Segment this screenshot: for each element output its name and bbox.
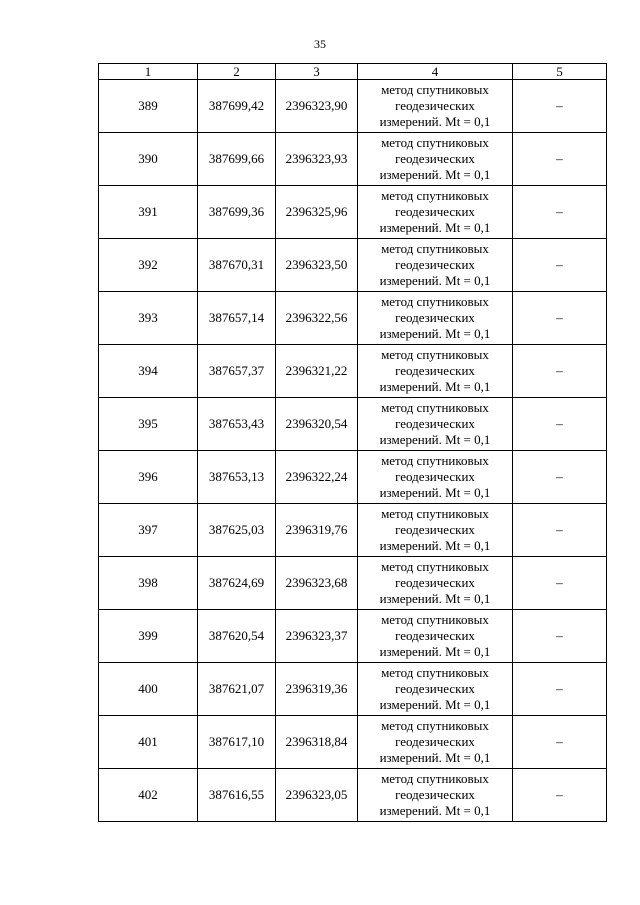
point-number-cell: 394 xyxy=(99,345,198,398)
method-cell xyxy=(358,769,513,822)
method-text-line: геодезических xyxy=(395,363,475,378)
point-number-cell: 398 xyxy=(99,557,198,610)
method-text-line: измерений. Mt = 0,1 xyxy=(379,644,491,659)
y-coordinate-cell: 2396322,56 xyxy=(276,292,358,345)
x-coordinate-cell: 387653,13 xyxy=(198,451,276,504)
method-text-line: метод спутниковых xyxy=(381,347,489,362)
method-cell xyxy=(358,716,513,769)
method-cell xyxy=(358,663,513,716)
column-header: 1 xyxy=(99,64,198,80)
note-cell: – xyxy=(513,451,607,504)
method-text-line: измерений. Mt = 0,1 xyxy=(379,273,491,288)
table-row xyxy=(99,239,607,292)
x-coordinate-cell: 387657,14 xyxy=(198,292,276,345)
method-text-line: геодезических xyxy=(395,522,475,537)
method-text-line: измерений. Mt = 0,1 xyxy=(379,591,491,606)
column-header: 5 xyxy=(513,64,607,80)
method-text-line: метод спутниковых xyxy=(381,82,489,97)
table-row xyxy=(99,451,607,504)
x-coordinate-cell: 387699,42 xyxy=(198,80,276,133)
note-cell: – xyxy=(513,292,607,345)
method-cell xyxy=(358,292,513,345)
y-coordinate-cell: 2396323,90 xyxy=(276,80,358,133)
point-number-cell: 399 xyxy=(99,610,198,663)
note-cell: – xyxy=(513,80,607,133)
point-number-cell: 402 xyxy=(99,769,198,822)
table-row xyxy=(99,557,607,610)
method-cell xyxy=(358,504,513,557)
page-number: 35 xyxy=(314,37,326,51)
method-text-line: метод спутниковых xyxy=(381,559,489,574)
method-text-line: геодезических xyxy=(395,151,475,166)
y-coordinate-cell: 2396321,22 xyxy=(276,345,358,398)
point-number-cell: 397 xyxy=(99,504,198,557)
table-header-row xyxy=(99,64,607,80)
point-number-cell: 389 xyxy=(99,80,198,133)
x-coordinate-cell: 387699,36 xyxy=(198,186,276,239)
method-text-line: измерений. Mt = 0,1 xyxy=(379,485,491,500)
note-cell: – xyxy=(513,186,607,239)
y-coordinate-cell: 2396319,76 xyxy=(276,504,358,557)
x-coordinate-cell: 387653,43 xyxy=(198,398,276,451)
x-coordinate-cell: 387620,54 xyxy=(198,610,276,663)
method-cell xyxy=(358,345,513,398)
method-cell xyxy=(358,133,513,186)
method-cell xyxy=(358,610,513,663)
table-row xyxy=(99,292,607,345)
method-text-line: измерений. Mt = 0,1 xyxy=(379,538,491,553)
x-coordinate-cell: 387616,55 xyxy=(198,769,276,822)
note-cell: – xyxy=(513,663,607,716)
x-coordinate-cell: 387699,66 xyxy=(198,133,276,186)
method-text-line: измерений. Mt = 0,1 xyxy=(379,220,491,235)
y-coordinate-cell: 2396318,84 xyxy=(276,716,358,769)
table-row xyxy=(99,610,607,663)
column-header: 3 xyxy=(276,64,358,80)
method-text-line: метод спутниковых xyxy=(381,612,489,627)
method-text-line: геодезических xyxy=(395,204,475,219)
method-text-line: геодезических xyxy=(395,787,475,802)
y-coordinate-cell: 2396323,37 xyxy=(276,610,358,663)
table-row xyxy=(99,769,607,822)
y-coordinate-cell: 2396322,24 xyxy=(276,451,358,504)
method-text-line: измерений. Mt = 0,1 xyxy=(379,167,491,182)
method-text-line: измерений. Mt = 0,1 xyxy=(379,803,491,818)
y-coordinate-cell: 2396320,54 xyxy=(276,398,358,451)
method-text-line: метод спутниковых xyxy=(381,294,489,309)
note-cell: – xyxy=(513,610,607,663)
method-text-line: геодезических xyxy=(395,257,475,272)
table-body xyxy=(99,64,607,822)
point-number-cell: 395 xyxy=(99,398,198,451)
method-cell xyxy=(358,557,513,610)
method-text-line: геодезических xyxy=(395,734,475,749)
point-number-cell: 401 xyxy=(99,716,198,769)
method-text-line: метод спутниковых xyxy=(381,718,489,733)
point-number-cell: 392 xyxy=(99,239,198,292)
note-cell: – xyxy=(513,769,607,822)
coordinates-table xyxy=(98,63,607,822)
point-number-cell: 390 xyxy=(99,133,198,186)
method-text-line: геодезических xyxy=(395,575,475,590)
point-number-cell: 391 xyxy=(99,186,198,239)
column-header: 4 xyxy=(358,64,513,80)
table-row xyxy=(99,504,607,557)
point-number-cell: 396 xyxy=(99,451,198,504)
method-cell xyxy=(358,239,513,292)
table-row xyxy=(99,133,607,186)
y-coordinate-cell: 2396325,96 xyxy=(276,186,358,239)
x-coordinate-cell: 387624,69 xyxy=(198,557,276,610)
method-text-line: измерений. Mt = 0,1 xyxy=(379,432,491,447)
y-coordinate-cell: 2396323,68 xyxy=(276,557,358,610)
note-cell: – xyxy=(513,716,607,769)
point-number-cell: 400 xyxy=(99,663,198,716)
column-header: 2 xyxy=(198,64,276,80)
note-cell: – xyxy=(513,557,607,610)
method-text-line: геодезических xyxy=(395,98,475,113)
method-text-line: метод спутниковых xyxy=(381,135,489,150)
note-cell: – xyxy=(513,504,607,557)
table-row xyxy=(99,345,607,398)
x-coordinate-cell: 387625,03 xyxy=(198,504,276,557)
method-cell xyxy=(358,186,513,239)
x-coordinate-cell: 387617,10 xyxy=(198,716,276,769)
note-cell: – xyxy=(513,398,607,451)
method-text-line: метод спутниковых xyxy=(381,665,489,680)
method-text-line: метод спутниковых xyxy=(381,241,489,256)
table-row xyxy=(99,663,607,716)
method-cell xyxy=(358,80,513,133)
method-text-line: метод спутниковых xyxy=(381,453,489,468)
method-text-line: измерений. Mt = 0,1 xyxy=(379,326,491,341)
note-cell: – xyxy=(513,345,607,398)
method-text-line: геодезических xyxy=(395,310,475,325)
x-coordinate-cell: 387621,07 xyxy=(198,663,276,716)
y-coordinate-cell: 2396323,05 xyxy=(276,769,358,822)
method-text-line: метод спутниковых xyxy=(381,400,489,415)
method-text-line: измерений. Mt = 0,1 xyxy=(379,379,491,394)
method-text-line: измерений. Mt = 0,1 xyxy=(379,697,491,712)
method-text-line: геодезических xyxy=(395,628,475,643)
method-text-line: метод спутниковых xyxy=(381,188,489,203)
method-text-line: геодезических xyxy=(395,469,475,484)
table-row xyxy=(99,80,607,133)
note-cell: – xyxy=(513,133,607,186)
method-text-line: геодезических xyxy=(395,416,475,431)
point-number-cell: 393 xyxy=(99,292,198,345)
method-text-line: метод спутниковых xyxy=(381,771,489,786)
method-cell xyxy=(358,451,513,504)
table-row xyxy=(99,186,607,239)
method-text-line: измерений. Mt = 0,1 xyxy=(379,750,491,765)
note-cell: – xyxy=(513,239,607,292)
y-coordinate-cell: 2396323,50 xyxy=(276,239,358,292)
x-coordinate-cell: 387670,31 xyxy=(198,239,276,292)
method-text-line: измерений. Mt = 0,1 xyxy=(379,114,491,129)
y-coordinate-cell: 2396323,93 xyxy=(276,133,358,186)
table-row xyxy=(99,398,607,451)
y-coordinate-cell: 2396319,36 xyxy=(276,663,358,716)
method-text-line: метод спутниковых xyxy=(381,506,489,521)
x-coordinate-cell: 387657,37 xyxy=(198,345,276,398)
table-row xyxy=(99,716,607,769)
method-text-line: геодезических xyxy=(395,681,475,696)
method-cell xyxy=(358,398,513,451)
